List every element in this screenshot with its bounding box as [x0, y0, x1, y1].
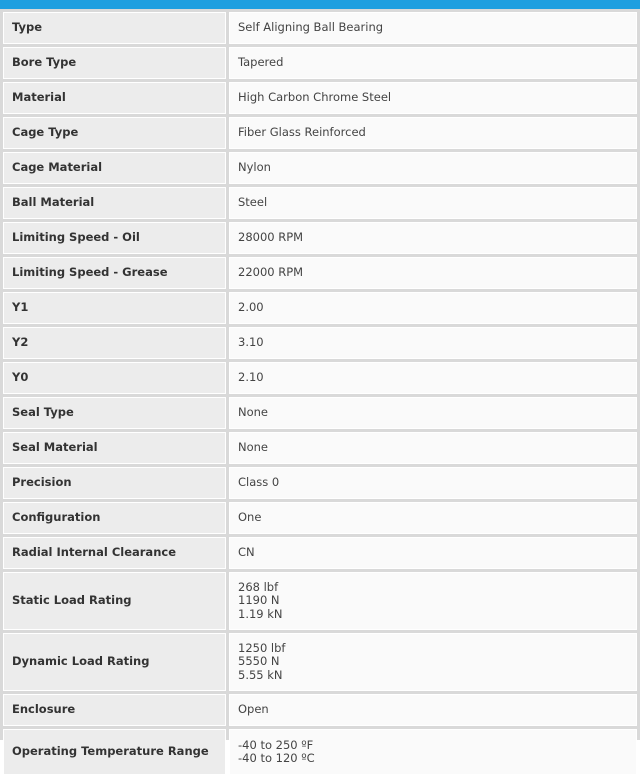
spec-value-line: CN: [238, 545, 255, 560]
spec-label: Limiting Speed - Grease: [3, 257, 226, 289]
spec-value-line: Steel: [238, 195, 268, 210]
spec-value-line: 1250 lbf: [238, 640, 286, 655]
table-row: [3, 502, 637, 534]
spec-value-line: Open: [238, 702, 269, 717]
spec-value-line: 2.00: [238, 300, 264, 315]
spec-label: Dynamic Load Rating: [3, 633, 226, 691]
spec-value: [229, 152, 637, 184]
table-row: [3, 537, 637, 569]
table-row: [3, 292, 637, 324]
spec-value: [229, 694, 637, 726]
spec-value-line: Fiber Glass Reinforced: [238, 125, 366, 140]
table-row: [3, 117, 637, 149]
table-row: [3, 633, 637, 691]
spec-label: Seal Type: [3, 397, 226, 429]
spec-label: Operating Temperature Range: [3, 729, 226, 775]
spec-value-line: One: [238, 510, 262, 525]
spec-value: [229, 117, 637, 149]
table-row: [3, 327, 637, 359]
spec-value: [229, 327, 637, 359]
spec-label: Configuration: [3, 502, 226, 534]
spec-value: [229, 467, 637, 499]
spec-value: [229, 432, 637, 464]
spec-value-line: Tapered: [238, 55, 284, 70]
table-row: [3, 12, 637, 44]
spec-value: [229, 397, 637, 429]
spec-value: [229, 633, 637, 691]
spec-label: Precision: [3, 467, 226, 499]
table-row: [3, 152, 637, 184]
spec-value: [229, 502, 637, 534]
table-row: [3, 47, 637, 79]
spec-label: Type: [3, 12, 226, 44]
spec-label: Y2: [3, 327, 226, 359]
table-row: [3, 432, 637, 464]
spec-value-line: 1190 N: [238, 593, 280, 608]
spec-value-line: None: [238, 405, 269, 420]
spec-value-line: -40 to 250 ºF: [238, 737, 314, 752]
specifications-table-body: [3, 12, 637, 775]
spec-label: Enclosure: [3, 694, 226, 726]
specifications-table: [0, 9, 640, 778]
table-row: [3, 187, 637, 219]
spec-value-line: 268 lbf: [238, 579, 279, 594]
spec-value: [229, 257, 637, 289]
spec-value: [229, 292, 637, 324]
spec-label: Seal Material: [3, 432, 226, 464]
spec-label: Ball Material: [3, 187, 226, 219]
spec-value-line: 28000 RPM: [238, 230, 304, 245]
spec-label: Radial Internal Clearance: [3, 537, 226, 569]
table-row: [3, 397, 637, 429]
table-row: [3, 694, 637, 726]
spec-value: [229, 537, 637, 569]
table-row: [3, 467, 637, 499]
spec-value-line: Nylon: [238, 160, 271, 175]
spec-value-line: Self Aligning Ball Bearing: [238, 20, 384, 35]
spec-label: Cage Material: [3, 152, 226, 184]
spec-value: [229, 572, 637, 630]
spec-value-line: -40 to 120 ºC: [238, 751, 315, 765]
spec-value-line: 3.10: [238, 335, 264, 350]
spec-value-line: High Carbon Chrome Steel: [238, 90, 392, 105]
spec-label: Limiting Speed - Oil: [3, 222, 226, 254]
spec-value: [229, 47, 637, 79]
spec-label: Material: [3, 82, 226, 114]
spec-value: [229, 82, 637, 114]
table-row: [3, 362, 637, 394]
spec-value-line: 22000 RPM: [238, 265, 304, 280]
spec-value: [229, 12, 637, 44]
spec-value-line: 5550 N: [238, 654, 280, 669]
spec-value: [229, 362, 637, 394]
table-row: [3, 82, 637, 114]
specifications-table-container: [0, 9, 640, 765]
spec-value-line: 1.19 kN: [238, 606, 283, 621]
table-row: [3, 257, 637, 289]
spec-label: Static Load Rating: [3, 572, 226, 630]
table-row: [3, 222, 637, 254]
spec-value: [229, 729, 637, 775]
spec-value: [229, 222, 637, 254]
table-row: [3, 729, 637, 775]
spec-value-line: None: [238, 440, 269, 455]
spec-label: Bore Type: [3, 47, 226, 79]
spec-value-line: 2.10: [238, 370, 264, 385]
spec-label: Cage Type: [3, 117, 226, 149]
table-row: [3, 572, 637, 630]
spec-value-line: Class 0: [238, 475, 280, 490]
spec-label: Y0: [3, 362, 226, 394]
spec-label: Y1: [3, 292, 226, 324]
spec-value-line: 5.55 kN: [238, 667, 283, 682]
spec-value: [229, 187, 637, 219]
table-header-bar: [0, 0, 640, 9]
